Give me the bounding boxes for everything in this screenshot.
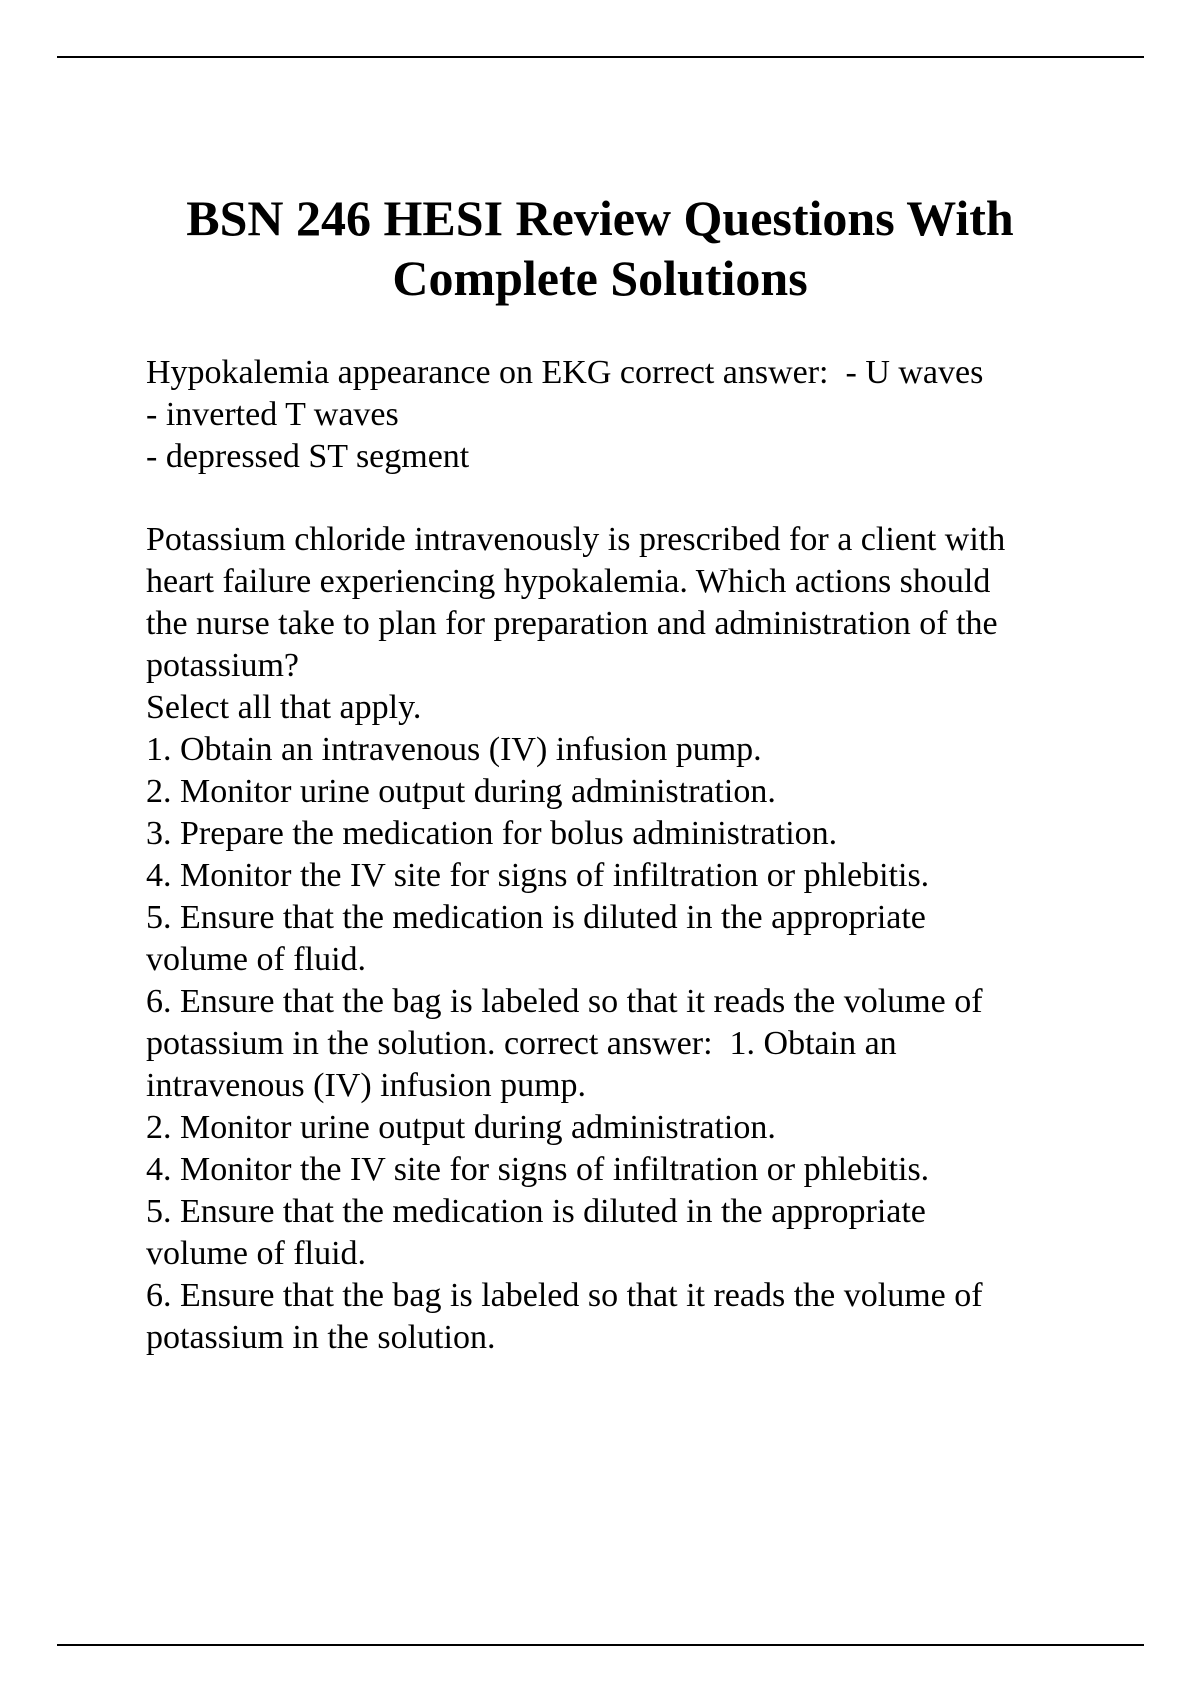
body-line: volume of fluid. — [146, 941, 367, 978]
body-line: potassium in the solution. — [146, 1319, 496, 1356]
document-body — [146, 352, 1096, 1359]
qa-block-potassium-chloride — [146, 519, 1096, 1359]
title-line: BSN 246 HESI Review Questions With — [186, 190, 1014, 246]
body-line: intravenous (IV) infusion pump. — [146, 1067, 587, 1104]
paragraph-gap — [146, 478, 1096, 519]
body-line: 4. Monitor the IV site for signs of infiltration or phlebitis. — [146, 1151, 930, 1188]
top-divider — [57, 56, 1144, 58]
body-line: potassium? — [146, 647, 299, 684]
title-line: Complete Solutions — [392, 250, 808, 306]
body-line: 5. Ensure that the medication is diluted in the appropriate — [146, 1193, 926, 1230]
body-line: 1. Obtain an intravenous (IV) infusion pump. — [146, 731, 762, 768]
body-line: 2. Monitor urine output during administration. — [146, 1109, 776, 1146]
body-line: - depressed ST segment — [146, 438, 470, 475]
body-line: Hypokalemia appearance on EKG correct answer: - U waves — [146, 354, 984, 391]
body-line: heart failure experiencing hypokalemia. Which actions should — [146, 563, 991, 600]
body-line: potassium in the solution. correct answer: 1. Obtain an — [146, 1025, 897, 1062]
body-line: the nurse take to plan for preparation and administration of the — [146, 605, 998, 642]
body-line: 5. Ensure that the medication is diluted in the appropriate — [146, 899, 926, 936]
body-line: - inverted T waves — [146, 396, 399, 433]
bottom-divider — [57, 1644, 1144, 1646]
body-line: 6. Ensure that the bag is labeled so that it reads the volume of — [146, 1277, 983, 1314]
body-line: Select all that apply. — [146, 689, 422, 726]
body-line: 6. Ensure that the bag is labeled so that it reads the volume of — [146, 983, 983, 1020]
body-line: volume of fluid. — [146, 1235, 367, 1272]
body-line: 3. Prepare the medication for bolus administration. — [146, 815, 838, 852]
document-title — [100, 188, 1100, 308]
body-line: 4. Monitor the IV site for signs of infiltration or phlebitis. — [146, 857, 930, 894]
body-line: 2. Monitor urine output during administration. — [146, 773, 776, 810]
body-line: Potassium chloride intravenously is prescribed for a client with — [146, 521, 1006, 558]
qa-block-hypokalemia-ekg — [146, 352, 1096, 478]
